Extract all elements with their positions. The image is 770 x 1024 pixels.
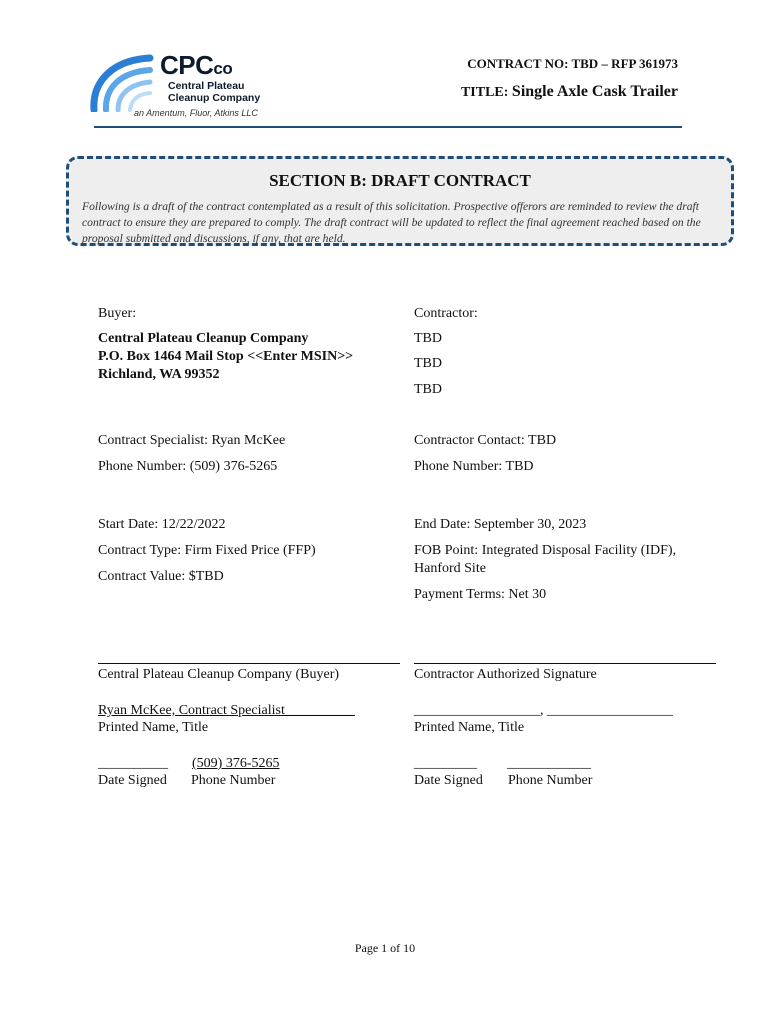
header-divider <box>94 126 682 128</box>
buyer-printed-name-label: Printed Name, Title <box>98 720 209 735</box>
fob-point-line1: FOB Point: Integrated Disposal Facility (IDF), <box>414 543 677 558</box>
end-date: End Date: September 30, 2023 <box>414 517 587 532</box>
notice-text: Following is a draft of the contract contemplated as a result of this solicitation. Prospective offerors are reminded to review the draft contract to ensure they are prepared to comply. The draft contract will be updated to reflect the final agreement reached based on the proposal submitted and discussions, if any, that are held. <box>82 200 701 245</box>
logo-brand: CPCco <box>160 50 233 80</box>
contractor-printed-name-blank: __________________, __________________ <box>414 703 673 718</box>
contractor-date-signed-blank: _________ <box>414 756 477 771</box>
buyer-phone-number-label: Phone Number <box>191 773 276 788</box>
contractor-line2: TBD <box>414 356 442 371</box>
contract-number: CONTRACT NO: TBD – RFP 361973 <box>467 56 678 71</box>
contractor-phone: Phone Number: TBD <box>414 459 534 474</box>
contractor-phone-number-blank: ____________ <box>507 756 591 771</box>
contractor-label: Contractor: <box>414 306 478 321</box>
payment-terms: Payment Terms: Net 30 <box>414 587 547 602</box>
contract-type: Contract Type: Firm Fixed Price (FFP) <box>98 543 316 558</box>
buyer-name: Central Plateau Cleanup Company <box>98 331 309 346</box>
buyer-address-line1: P.O. Box 1464 Mail Stop <<Enter MSIN>> <box>98 349 354 364</box>
contractor-signature-line <box>414 663 716 664</box>
contractor-contact: Contractor Contact: TBD <box>414 433 557 448</box>
contractor-line1: TBD <box>414 331 442 346</box>
buyer-signature-line <box>98 663 400 664</box>
fob-point-line2: Hanford Site <box>414 561 486 576</box>
buyer-label: Buyer: <box>98 306 137 321</box>
buyer-address-line2: Richland, WA 99352 <box>98 367 220 382</box>
contract-title: TITLE: Single Axle Cask Trailer <box>460 83 678 100</box>
contractor-signature-label: Contractor Authorized Signature <box>414 667 597 682</box>
logo-company-name: Central Plateau Cleanup Company <box>168 80 261 104</box>
contract-value: Contract Value: $TBD <box>98 569 224 584</box>
contractor-printed-name-label: Printed Name, Title <box>414 720 525 735</box>
company-logo <box>90 48 290 124</box>
logo-swoosh-icon <box>90 52 160 112</box>
buyer-phone: Phone Number: (509) 376-5265 <box>98 459 278 474</box>
contractor-line3: TBD <box>414 382 442 397</box>
logo-tagline: an Amentum, Fluor, Atkins LLC <box>134 108 258 118</box>
draft-notice-box <box>66 156 734 246</box>
buyer-signature-label: Central Plateau Cleanup Company (Buyer) <box>98 667 340 682</box>
buyer-printed-name-value: Ryan McKee, Contract Specialist__________ <box>98 703 355 718</box>
section-title: SECTION B: DRAFT CONTRACT <box>269 171 531 190</box>
buyer-date-signed-label: Date Signed <box>98 773 167 788</box>
page-number: Page 1 of 10 <box>354 941 416 955</box>
contractor-phone-number-label: Phone Number <box>508 773 593 788</box>
start-date: Start Date: 12/22/2022 <box>98 517 226 532</box>
buyer-date-signed-blank: __________ <box>98 756 168 771</box>
buyer-phone-number-value: (509) 376-5265 <box>192 756 280 771</box>
contractor-date-signed-label: Date Signed <box>414 773 483 788</box>
buyer-contract-specialist: Contract Specialist: Ryan McKee <box>98 433 286 448</box>
